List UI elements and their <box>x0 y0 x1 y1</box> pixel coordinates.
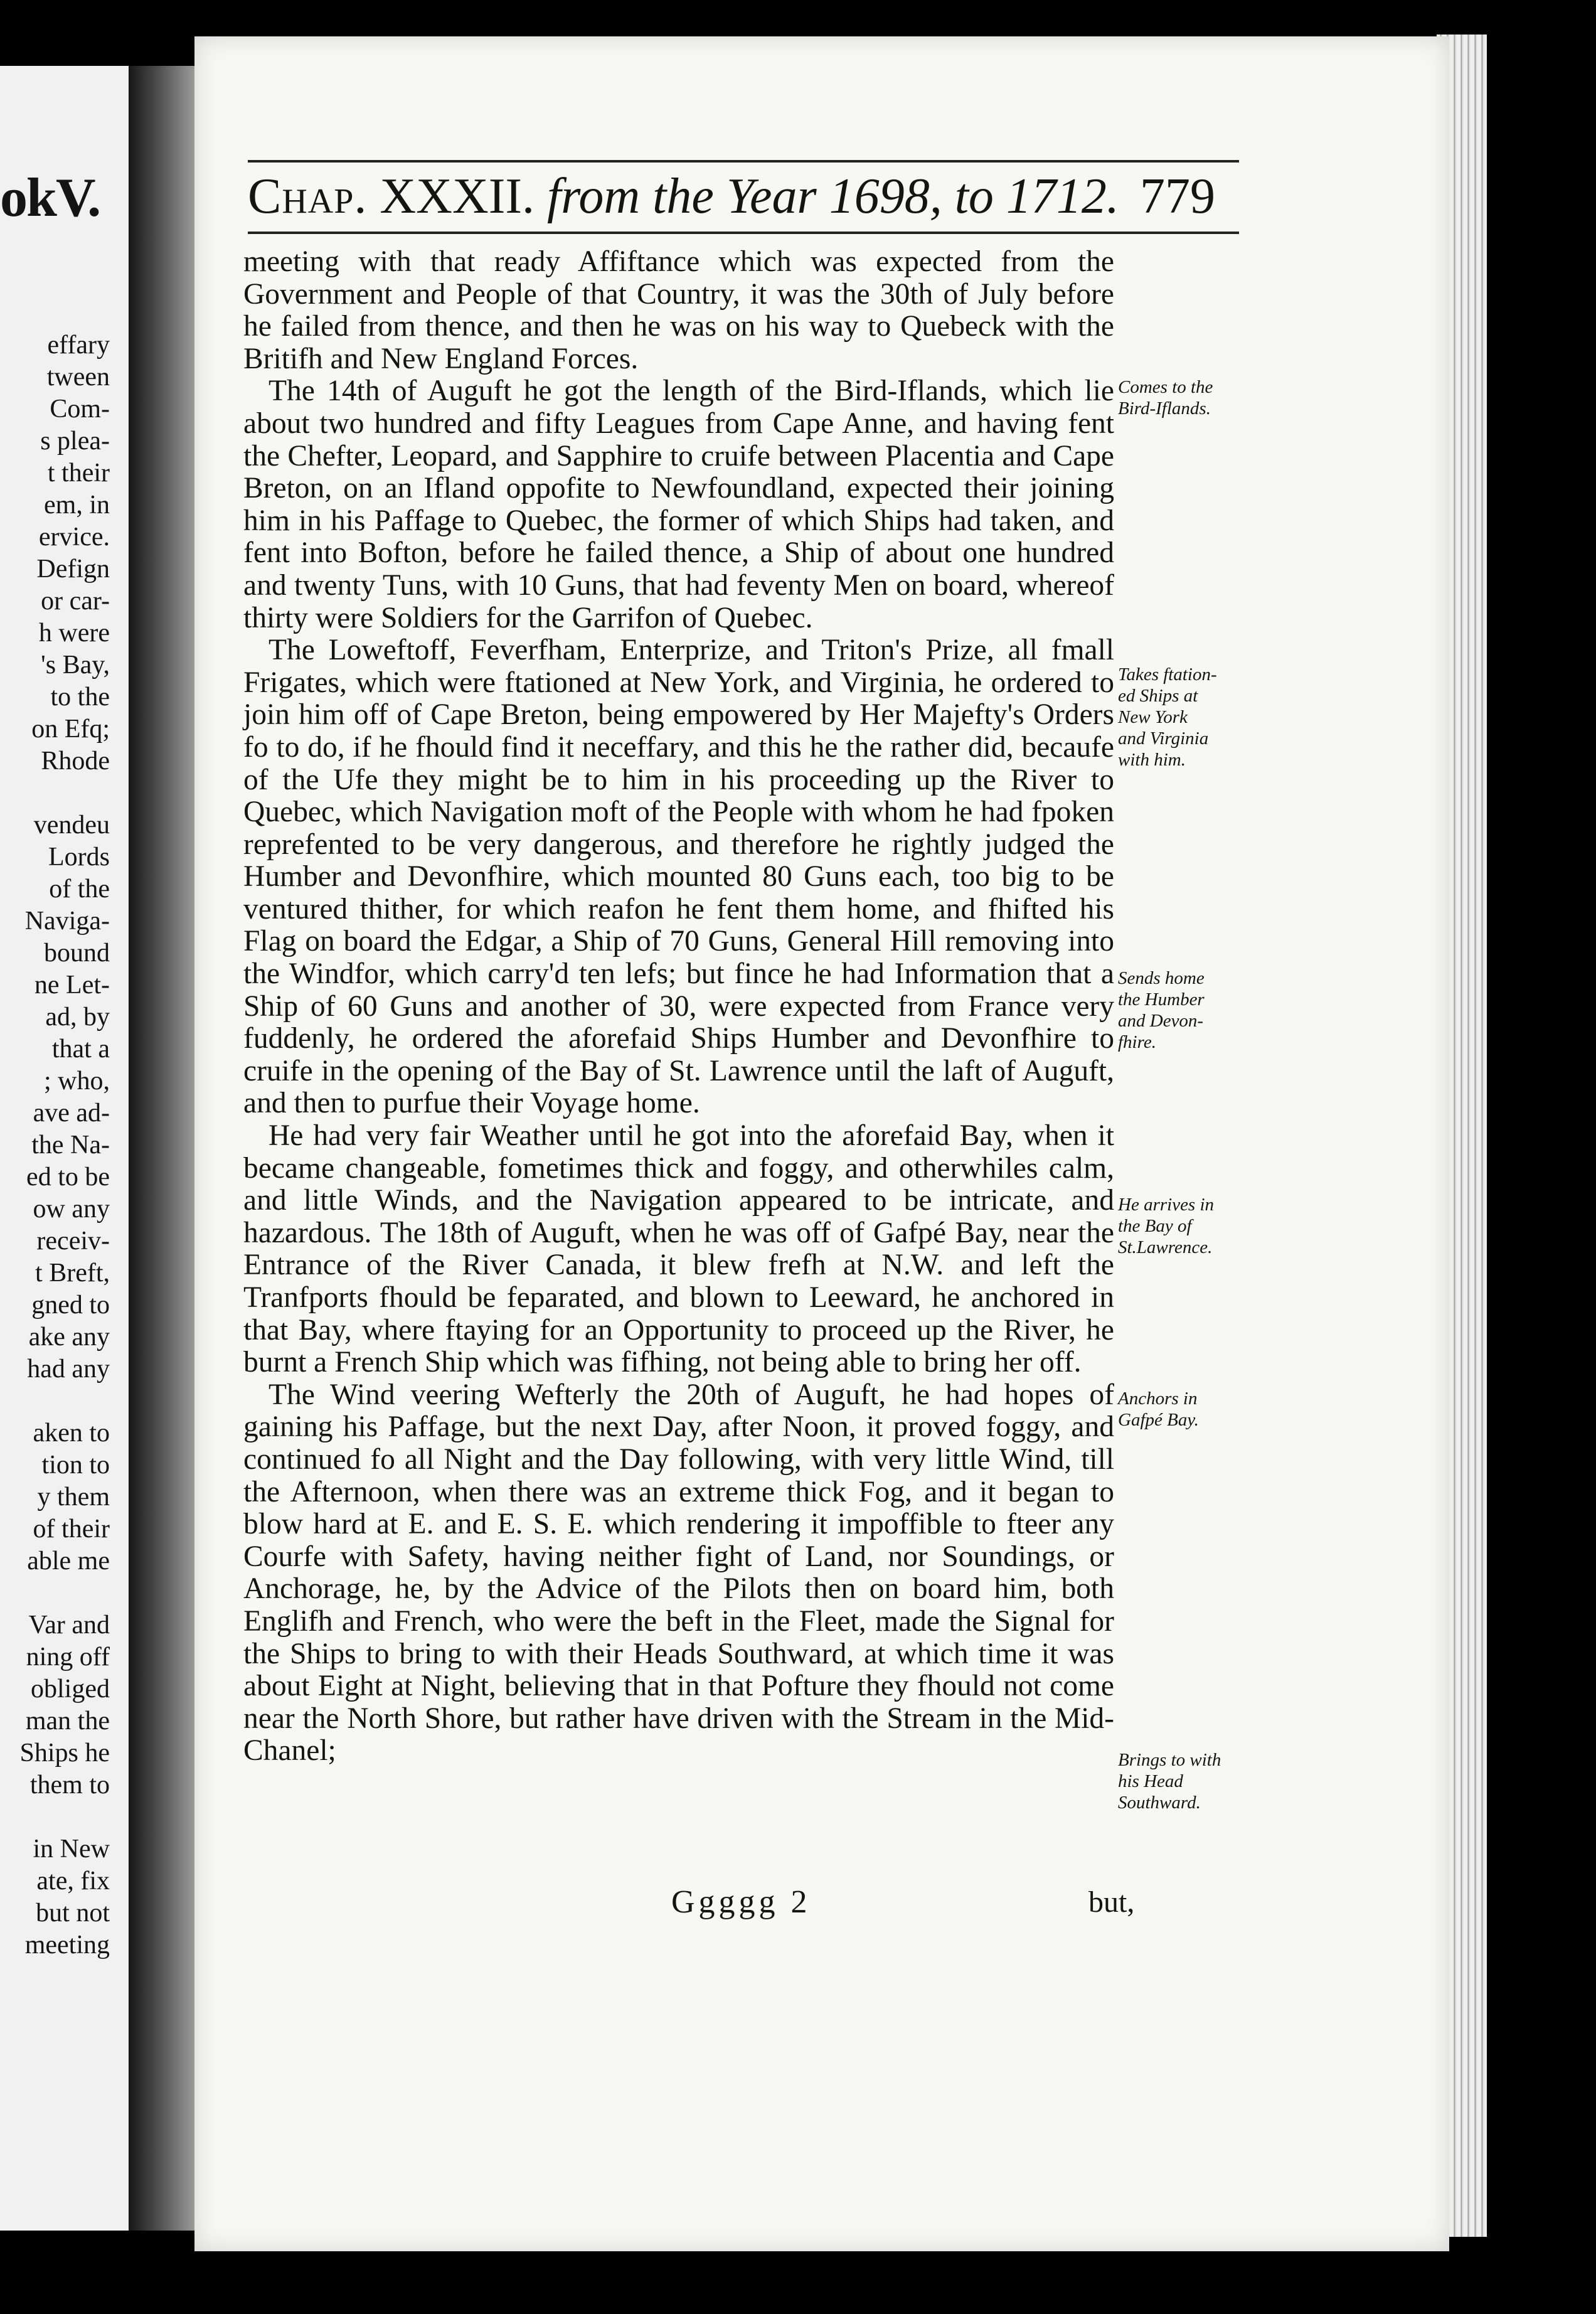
margin-note-line: Comes to the <box>1118 377 1213 397</box>
left-line: s plea- <box>40 427 110 456</box>
paragraph: He had very fair Weather until he got into the aforefaid Bay, when it became changeable, fometimes thick and foggy, and otherwhiles calm, and little Winds, and the Navigation appeared to be intricate, and hazardous. The 18th of Auguft, when he was off of Gafpé Bay, near the Entrance of the River Canada, it blew frefh at N.W. and left the Tranfports fhould be feparated, and blown to Leeward, he anchored in that Bay, where ftaying for an Opportunity to proceed up the River, he burnt a French Ship which was fifhing, not being able to bring her off. <box>243 1119 1114 1379</box>
left-line: man the <box>25 1707 110 1735</box>
left-line: ave ad- <box>33 1099 110 1128</box>
left-line: Lords <box>48 843 110 872</box>
margin-note-line: Brings to with <box>1118 1750 1221 1770</box>
left-line: able me <box>27 1547 110 1576</box>
margin-note <box>1118 1749 1243 1813</box>
left-page-book-heading: okV. <box>0 168 100 228</box>
left-page-text-fragments <box>0 329 110 1961</box>
left-line: Var and <box>28 1611 110 1640</box>
left-line: aken to <box>33 1419 110 1448</box>
left-line <box>0 777 110 809</box>
margin-note-line: Gafpé Bay. <box>1118 1410 1199 1430</box>
left-line: or car- <box>41 587 110 616</box>
left-line: ning off <box>26 1643 110 1672</box>
left-line: t Breft, <box>35 1259 110 1288</box>
margin-note-line: Anchors in <box>1118 1389 1198 1409</box>
margin-note <box>1118 1388 1243 1431</box>
margin-note <box>1118 664 1243 770</box>
left-line: meeting <box>24 1931 110 1959</box>
signature-mark: Ggggg 2 <box>671 1884 811 1920</box>
left-line: the Na- <box>31 1131 110 1160</box>
margin-note <box>1118 1194 1243 1258</box>
left-line: that a <box>51 1035 110 1064</box>
left-line: Ships he <box>19 1739 110 1767</box>
margin-note-line: the Humber <box>1118 989 1205 1010</box>
left-line: ne Let- <box>34 971 110 1000</box>
paragraph: The Loweftoff, Feverfham, Enterprize, and Triton's Prize, all fmall Frigates, which were ftationed at New York, and Virginia, he ordered to join him off of Cape Breton, being empowered by Her Majefty's Orders fo to do, if he fhould find it neceffary, and this he the rather did, becaufe of the Ufe they might be to him in his proceeding up the River to Quebec, which Navigation moft of the People with whom he had fpoken reprefented to be very dangerous, and therefore he rightly judged the Humber and Devonfhire, which mounted 80 Guns each, too big to be ventured thither, for which reafon he fent them home, and fhifted his Flag on board the Edgar, a Ship of 70 Guns, General Hill removing into the Windfor, which carry'd ten lefs; but fince he had Information that a Ship of 60 Guns and another of 30, were expected from France very fuddenly, he ordered the aforefaid Ships Humber and Devonfhire to cruife in the opening of the Bay of St. Lawrence until the laft of Auguft, and then to purfue their Voyage home. <box>243 634 1114 1120</box>
margin-note-line: his Head <box>1118 1771 1183 1791</box>
left-line: h were <box>38 619 110 648</box>
margin-note-line: Sends home <box>1118 968 1205 988</box>
left-line: of the <box>49 875 110 904</box>
margin-note-line: and Devon- <box>1118 1011 1204 1031</box>
paragraph: meeting with that ready Affiftance which was expected from the Government and People of that Country, it was the 30th of July before he failed from thence, and then he was on his way to Quebeck with the Britifh and New England Forces. <box>243 245 1114 375</box>
margin-note-line: ed Ships at <box>1118 686 1198 706</box>
paragraph: The Wind veering Wefterly the 20th of Auguft, he had hopes of gaining his Paffage, but the next Day, after Noon, it proved foggy, and continued fo all Night and the Day following, with very little Wind, till the Afternoon, when there was an extreme thick Fog, and it began to blow hard at E. and E. S. E. which rendering it impoffible to fteer any Courfe with Safety, having neither fight of Land, nor Soundings, or Anchorage, he, by the Advice of the Pilots then on board him, both Englifh and French, who were the beft in the Fleet, made the Signal for the Ships to bring to with their Heads Southward, at which time it was about Eight at Night, believing that in that Pofture they fhould not come near the North Shore, but rather have driven with the Stream in the Mid-Chanel; <box>243 1378 1114 1767</box>
left-line: ow any <box>33 1195 110 1224</box>
margin-note-line: with him. <box>1118 750 1186 770</box>
left-line <box>0 1577 110 1609</box>
left-line: on Efq; <box>31 715 110 744</box>
left-line: gned to <box>31 1291 110 1320</box>
margin-note-line: Southward. <box>1118 1793 1201 1813</box>
left-line: ake any <box>28 1323 110 1352</box>
left-line: but not <box>36 1899 110 1927</box>
left-line: tween <box>46 363 110 392</box>
catchword: but, <box>1088 1885 1135 1919</box>
left-line: t their <box>47 459 110 488</box>
left-line: bound <box>44 939 110 968</box>
left-line: Com- <box>50 395 110 424</box>
left-line: ate, fix <box>36 1867 110 1895</box>
left-line: em, in <box>44 491 110 520</box>
left-line: tion to <box>41 1451 110 1480</box>
left-line <box>0 1801 110 1833</box>
body-text <box>243 246 1114 1767</box>
chapter-label: Chap. <box>248 169 368 224</box>
left-line: receiv- <box>36 1227 110 1256</box>
margin-note <box>1118 968 1243 1053</box>
margin-note-line: Takes ftation- <box>1118 664 1217 685</box>
left-line: ed to be <box>26 1163 110 1192</box>
paragraph: The 14th of Auguft he got the length of the Bird-Iflands, which lie about two hundred and fifty Leagues from Cape Anne, and having fent the Chefter, Leopard, and Sapphire to cruife between Placentia and Cape Breton, on an Ifland oppofite to Newfoundland, expected their joining him in his Paffage to Quebec, the former of which Ships had taken, and fent into Bofton, before he failed thence, a Ship of about one hundred and twenty Tuns, with 10 Guns, that had feventy Men on board, whereof thirty were Soldiers for the Garrifon of Quebec. <box>243 375 1114 634</box>
margin-note-line: the Bay of <box>1118 1216 1192 1236</box>
left-line: of their <box>33 1515 110 1544</box>
left-line: had any <box>27 1355 110 1384</box>
left-line <box>0 1385 110 1417</box>
running-head <box>248 160 1239 234</box>
page-number: 779 <box>1140 169 1215 224</box>
left-line: ad, by <box>45 1003 110 1032</box>
left-line: in New <box>33 1835 110 1863</box>
left-line: y them <box>37 1483 110 1512</box>
left-line: Defign <box>36 555 110 584</box>
left-line: obliged <box>31 1675 110 1704</box>
margin-note-line: He arrives in <box>1118 1195 1215 1215</box>
left-line: vendeu <box>33 811 110 840</box>
chapter-title: from the Year 1698, to 1712. <box>547 169 1119 224</box>
chapter-number: XXXII. <box>380 169 535 224</box>
margin-note-line: fhire. <box>1118 1032 1156 1052</box>
margin-note-line: and Virginia <box>1118 728 1209 749</box>
left-line: Rhode <box>41 747 110 776</box>
left-line: effary <box>47 331 110 360</box>
margin-note-line: New York <box>1118 707 1188 727</box>
margin-note-line: St.Lawrence. <box>1118 1237 1213 1257</box>
left-line: to the <box>50 683 110 712</box>
left-line: 's Bay, <box>41 651 110 680</box>
margin-note-line: Bird-Iflands. <box>1118 398 1211 419</box>
margin-note <box>1118 376 1243 419</box>
left-line: them to <box>29 1771 110 1799</box>
running-head-title <box>248 166 1119 227</box>
left-line: ervice. <box>38 523 110 552</box>
left-line: ; who, <box>44 1067 110 1096</box>
left-line: Naviga- <box>24 907 110 936</box>
